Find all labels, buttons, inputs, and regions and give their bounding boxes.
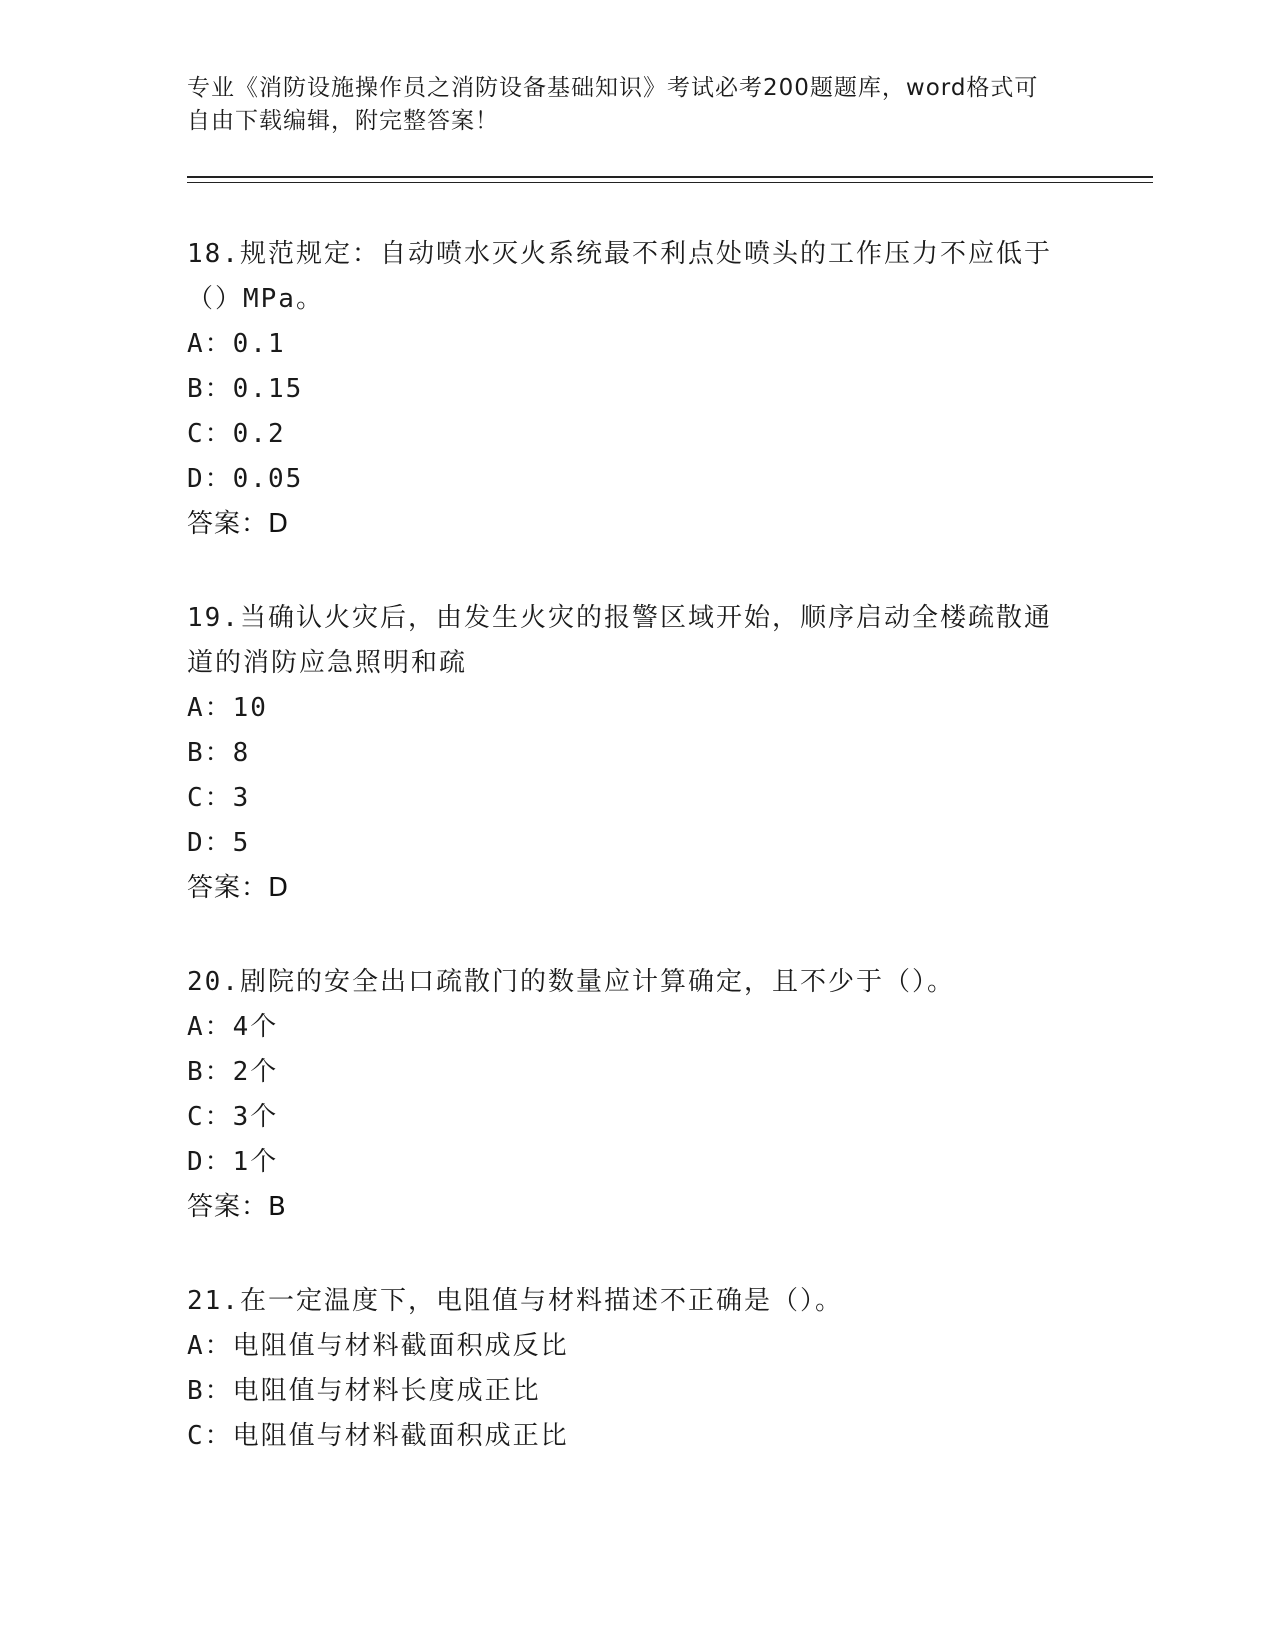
option-d: D：0.05	[187, 464, 304, 494]
answer: 答案：D	[187, 873, 290, 903]
document-header	[187, 72, 1067, 138]
option-c: C：0.2	[187, 419, 286, 449]
option-a: A：0.1	[187, 329, 286, 359]
question-stem: 20.剧院的安全出口疏散门的数量应计算确定，且不少于（）。	[187, 967, 955, 997]
question-19	[187, 596, 1087, 911]
question-stem-continued: （）MPa。	[187, 284, 324, 314]
option-a: A：电阻值与材料截面积成反比	[187, 1331, 569, 1361]
question-18	[187, 232, 1087, 547]
option-c: C：电阻值与材料截面积成正比	[187, 1421, 569, 1451]
option-a: A：10	[187, 693, 268, 723]
question-stem: 21.在一定温度下，电阻值与材料描述不正确是（）。	[187, 1286, 843, 1316]
question-stem: 19.当确认火灾后，由发生火灾的报警区域开始，顺序启动全楼疏散通	[187, 603, 1052, 633]
option-b: B：8	[187, 738, 251, 768]
option-b: B：2个	[187, 1057, 279, 1087]
question-stem: 18.规范规定：自动喷水灭火系统最不利点处喷头的工作压力不应低于	[187, 239, 1052, 269]
option-c: C：3个	[187, 1102, 279, 1132]
option-b: B：0.15	[187, 374, 304, 404]
option-d: D：5	[187, 828, 251, 858]
question-stem-continued: 道的消防应急照明和疏	[187, 648, 468, 678]
option-c: C：3	[187, 783, 251, 813]
question-20	[187, 960, 1087, 1230]
answer: 答案：B	[187, 1192, 287, 1222]
header-line-2: 自由下载编辑，附完整答案！	[187, 108, 499, 134]
header-line-1: 专业《消防设施操作员之消防设备基础知识》考试必考200题题库，word格式可	[187, 75, 1039, 101]
option-b: B：电阻值与材料长度成正比	[187, 1376, 541, 1406]
header-divider-thick	[187, 176, 1153, 178]
option-a: A：4个	[187, 1012, 279, 1042]
question-21	[187, 1279, 1087, 1459]
option-d: D：1个	[187, 1147, 279, 1177]
header-divider-thin	[187, 182, 1153, 183]
answer: 答案：D	[187, 509, 290, 539]
